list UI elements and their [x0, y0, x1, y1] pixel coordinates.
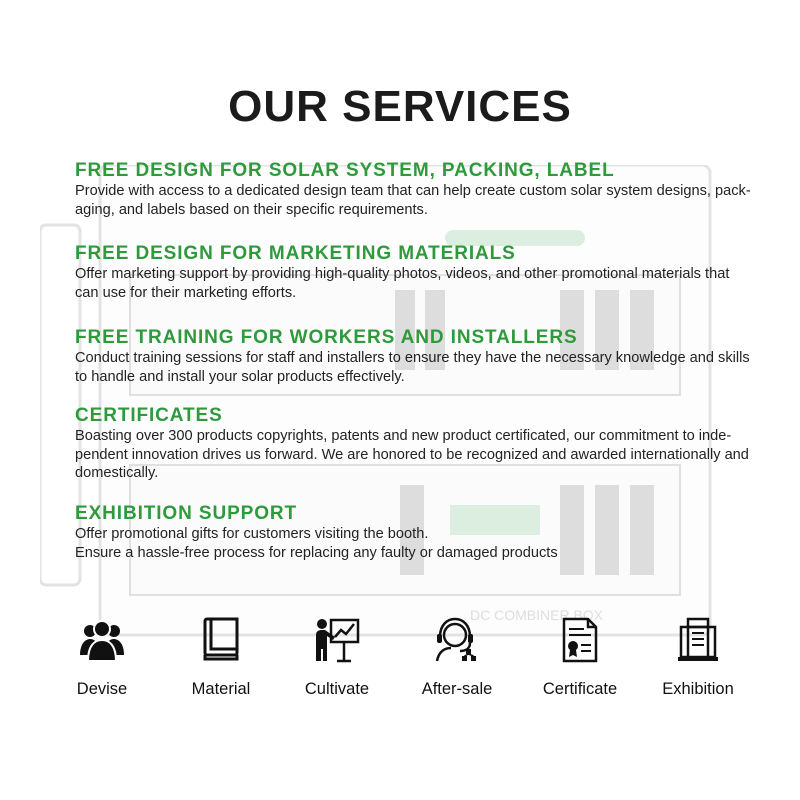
service-training	[75, 327, 765, 386]
section-line: domestically.	[75, 465, 159, 481]
section-line: Provide with access to a dedicated design team that can help create custom solar system designs, pack-	[75, 183, 751, 199]
service-exhibition	[75, 503, 765, 562]
icon-label: Devise	[76, 680, 128, 698]
service-marketing	[75, 243, 765, 302]
section-line: Conduct training sessions for staff and installers to ensure they have the necessary knowledge and skills	[75, 350, 750, 366]
book-icon	[197, 615, 245, 663]
section-line: can use for their marketing efforts.	[75, 284, 297, 301]
service-design	[75, 160, 765, 219]
section-line: to handle and install your solar products effectively.	[75, 368, 405, 385]
certificate-icon	[556, 615, 604, 663]
section-heading: EXHIBITION SUPPORT	[75, 503, 298, 524]
section-heading: FREE DESIGN FOR SOLAR SYSTEM, PACKING, LABEL	[75, 160, 615, 181]
icon-label: Material	[191, 680, 251, 698]
icon-label: Cultivate	[304, 680, 370, 698]
icon-item-material	[171, 615, 271, 699]
section-heading: FREE DESIGN FOR MARKETING MATERIALS	[75, 243, 516, 264]
section-line: aging, and labels based on their specific requirements.	[75, 201, 428, 218]
section-line: Offer promotional gifts for customers visiting the booth.	[75, 526, 429, 542]
icon-item-certificate	[530, 615, 630, 699]
service-icons-row	[0, 615, 800, 715]
icon-label: Exhibition	[662, 680, 734, 698]
section-line: Offer marketing support by providing high-quality photos, videos, and other promotional materials that	[75, 266, 730, 282]
exhibition-booth-icon	[674, 615, 722, 663]
icon-item-devise	[52, 615, 152, 699]
teacher-board-icon	[313, 615, 361, 663]
headset-support-icon	[433, 615, 481, 663]
people-group-icon	[78, 615, 126, 663]
section-line: Ensure a hassle-free process for replacing any faulty or damaged products	[75, 544, 558, 561]
section-heading: FREE TRAINING FOR WORKERS AND INSTALLERS	[75, 327, 578, 348]
product-label: DC COMBINER BOX	[470, 607, 604, 623]
icon-item-after-sale	[407, 615, 507, 699]
page-title: OUR SERVICES	[228, 82, 572, 131]
icon-item-exhibition	[648, 615, 748, 699]
icon-label: Certificate	[542, 680, 618, 698]
section-line: pendent innovation drives us forward. We are honored to be recognized and awarded internationally and	[75, 446, 749, 463]
section-heading: CERTIFICATES	[75, 405, 223, 426]
service-certificates	[75, 405, 765, 483]
icon-label: After-sale	[421, 680, 493, 698]
section-line: Boasting over 300 products copyrights, patents and new product certificated, our commitment to inde-	[75, 428, 732, 444]
icon-item-cultivate	[287, 615, 387, 699]
